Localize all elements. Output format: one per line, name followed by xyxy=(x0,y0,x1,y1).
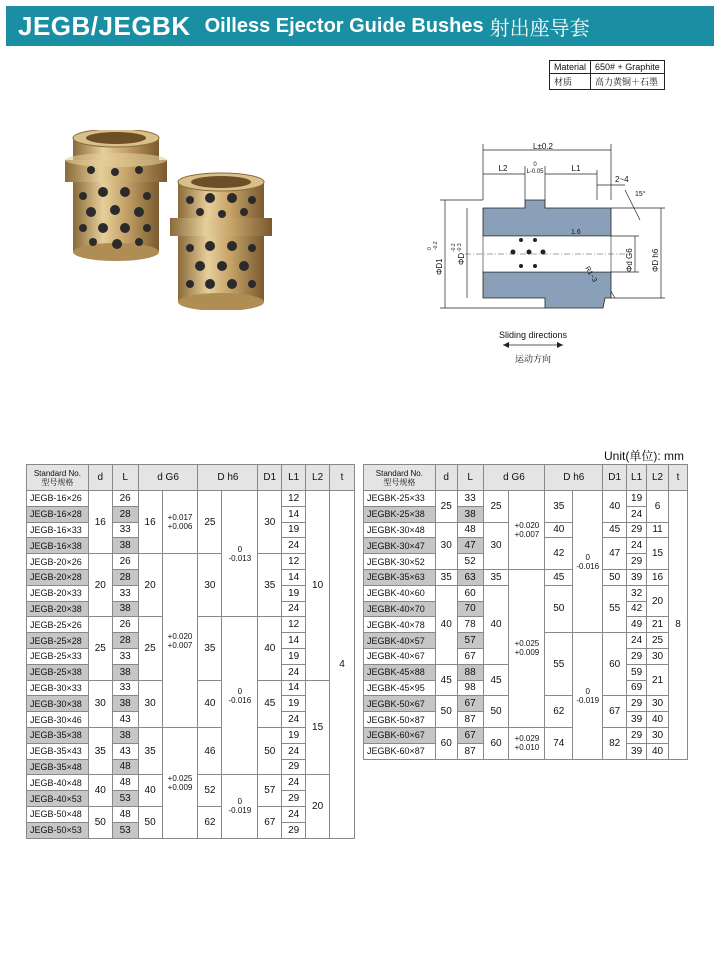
model-cell: JEGB-16×38 xyxy=(27,538,89,554)
L2-cell: 30 xyxy=(647,727,669,743)
L-cell: 53 xyxy=(112,822,138,838)
material-label-cn: 材质 xyxy=(550,74,591,90)
Dh6-cell: 40 xyxy=(198,680,222,727)
L2-cell: 20 xyxy=(647,585,669,617)
D1-cell: 57 xyxy=(258,775,282,807)
model-cell: JEGB-25×33 xyxy=(27,648,89,664)
model-cell: JEGBK-45×95 xyxy=(364,680,436,696)
dG6-cell: 25 xyxy=(138,617,162,680)
L2-cell: 16 xyxy=(647,569,669,585)
L-cell: 38 xyxy=(112,664,138,680)
title-cn: 射出座导套 xyxy=(489,17,590,40)
L2-cell: 21 xyxy=(647,617,669,633)
Dh6-cell: 62 xyxy=(198,806,222,838)
col-D1: D1 xyxy=(603,465,627,491)
L1-cell: 39 xyxy=(627,743,647,759)
col-standard: Standard No. 型号规格 xyxy=(364,465,436,491)
model-cell: JEGBK-25×33 xyxy=(364,491,436,507)
L1-cell: 39 xyxy=(627,569,647,585)
L-cell: 70 xyxy=(457,601,483,617)
d-cell: 40 xyxy=(435,585,457,664)
Dh6-tol-cell: 0 -0.019 xyxy=(222,775,258,838)
L2-cell: 21 xyxy=(647,664,669,696)
model-cell: JEGBK-40×70 xyxy=(364,601,436,617)
dG6-cell: 50 xyxy=(483,696,509,728)
L-cell: 57 xyxy=(457,633,483,649)
d-cell: 25 xyxy=(88,617,112,680)
model-cell: JEGB-35×43 xyxy=(27,743,89,759)
L1-cell: 19 xyxy=(282,585,306,601)
dG6-cell: 40 xyxy=(138,775,162,807)
bush-right-icon xyxy=(170,173,272,310)
dim-chamfer: 2~4 xyxy=(615,175,629,184)
L1-cell: 24 xyxy=(282,538,306,554)
col-L2: L2 xyxy=(647,465,669,491)
model-cell: JEGB-50×48 xyxy=(27,806,89,822)
D1-cell: 67 xyxy=(603,696,627,728)
col-L: L xyxy=(112,465,138,491)
d-cell: 30 xyxy=(88,680,112,727)
model-cell: JEGBK-50×87 xyxy=(364,712,436,728)
dG6-cell: 16 xyxy=(138,491,162,554)
L-cell: 87 xyxy=(457,743,483,759)
model-cell: JEGB-50×53 xyxy=(27,822,89,838)
col-d: d xyxy=(88,465,112,491)
t-cell: 4 xyxy=(330,491,355,839)
d-cell: 16 xyxy=(88,491,112,554)
col-Dh6: D h6 xyxy=(545,465,603,491)
dG6-tol-cell: +0.017 +0.006 xyxy=(162,491,198,554)
L1-cell: 29 xyxy=(282,822,306,838)
L2-cell: 30 xyxy=(647,648,669,664)
sliding-cn: 运动方向 xyxy=(514,354,552,364)
D1-cell: 35 xyxy=(258,554,282,617)
L1-cell: 29 xyxy=(627,696,647,712)
model-cell: JEGB-16×26 xyxy=(27,491,89,507)
D1-cell: 47 xyxy=(603,538,627,570)
L-cell: 52 xyxy=(457,554,483,570)
L-cell: 33 xyxy=(112,522,138,538)
dG6-cell: 50 xyxy=(138,806,162,838)
product-code: JEGB/JEGBK xyxy=(18,10,191,41)
model-cell: JEGB-20×33 xyxy=(27,585,89,601)
model-cell: JEGB-20×28 xyxy=(27,569,89,585)
dim-radius: R1~3 xyxy=(583,265,598,284)
model-cell: JEGBK-60×87 xyxy=(364,743,436,759)
Dh6-tol-cell: 0 -0.016 xyxy=(222,617,258,775)
L1-cell: 42 xyxy=(627,601,647,617)
Dh6-tol-cell: 0 -0.013 xyxy=(222,491,258,617)
model-cell: JEGBK-45×88 xyxy=(364,664,436,680)
L-cell: 48 xyxy=(457,522,483,538)
model-cell: JEGB-35×38 xyxy=(27,727,89,743)
L1-cell: 24 xyxy=(282,806,306,822)
model-cell: JEGB-25×38 xyxy=(27,664,89,680)
Dh6-cell: 62 xyxy=(545,696,573,728)
L1-cell: 69 xyxy=(627,680,647,696)
model-cell: JEGBK-50×67 xyxy=(364,696,436,712)
dim-D1-tol-top: 0 xyxy=(427,247,433,250)
col-L2: L2 xyxy=(306,465,330,491)
L1-cell: 19 xyxy=(282,696,306,712)
L1-cell: 29 xyxy=(627,522,647,538)
L1-cell: 24 xyxy=(627,538,647,554)
dG6-cell: 35 xyxy=(483,569,509,585)
L1-cell: 24 xyxy=(282,775,306,791)
title-en: Oilless Ejector Guide Bushes xyxy=(204,14,484,37)
L-cell: 63 xyxy=(457,569,483,585)
col-dG6: d G6 xyxy=(483,465,545,491)
L1-cell: 24 xyxy=(282,601,306,617)
Dh6-cell: 42 xyxy=(545,538,573,570)
Dh6-tol-cell: 0 -0.019 xyxy=(573,633,603,759)
page-header xyxy=(6,6,714,46)
L-cell: 60 xyxy=(457,585,483,601)
L-cell: 47 xyxy=(457,538,483,554)
Dh6-cell: 45 xyxy=(545,569,573,585)
D1-cell: 67 xyxy=(258,806,282,838)
bush-left-icon xyxy=(65,130,167,261)
model-cell: JEGB-40×48 xyxy=(27,775,89,791)
L2-cell: 20 xyxy=(306,775,330,838)
L2-cell: 6 xyxy=(647,491,669,523)
L-cell: 33 xyxy=(457,491,483,507)
col-L1: L1 xyxy=(282,465,306,491)
dG6-tol-cell: +0.020 +0.007 xyxy=(509,491,545,570)
material-table xyxy=(549,60,665,90)
L-cell: 38 xyxy=(112,727,138,743)
col-t: t xyxy=(669,465,688,491)
D1-cell: 45 xyxy=(603,522,627,538)
model-cell: JEGB-30×46 xyxy=(27,712,89,728)
table-row xyxy=(364,727,688,743)
model-cell: JEGB-25×28 xyxy=(27,633,89,649)
dG6-tol-cell: +0.029 +0.010 xyxy=(509,727,545,759)
Dh6-cell: 40 xyxy=(545,522,573,538)
L-cell: 67 xyxy=(457,696,483,712)
L-cell: 26 xyxy=(112,491,138,507)
dG6-cell: 20 xyxy=(138,554,162,617)
d-cell: 35 xyxy=(88,727,112,774)
L2-cell: 25 xyxy=(647,633,669,649)
model-cell: JEGB-30×33 xyxy=(27,680,89,696)
dim-L: L±0.2 xyxy=(533,142,553,151)
dim-D1: ΦD1 xyxy=(435,258,444,275)
dim-rough: 1.6 xyxy=(571,229,581,236)
dim-L2: L2 xyxy=(498,164,508,173)
L-cell: 87 xyxy=(457,712,483,728)
dim-zero: 0 xyxy=(533,162,537,168)
Dh6-cell: 74 xyxy=(545,727,573,759)
L-cell: 48 xyxy=(112,775,138,791)
Dh6-cell: 35 xyxy=(198,617,222,680)
dim-tol-l: L-0.05 xyxy=(526,169,544,175)
L1-cell: 49 xyxy=(627,617,647,633)
model-cell: JEGBK-60×67 xyxy=(364,727,436,743)
L2-cell: 10 xyxy=(306,491,330,681)
material-label: Material xyxy=(550,61,591,74)
L-cell: 38 xyxy=(457,506,483,522)
model-cell: JEGB-35×48 xyxy=(27,759,89,775)
material-value-cn: 高力黄铜＋石墨 xyxy=(591,74,665,90)
L2-cell: 40 xyxy=(647,743,669,759)
model-cell: JEGBK-25×38 xyxy=(364,506,436,522)
L1-cell: 59 xyxy=(627,664,647,680)
Dh6-cell: 50 xyxy=(545,585,573,632)
model-cell: JEGBK-30×48 xyxy=(364,522,436,538)
L1-cell: 32 xyxy=(627,585,647,601)
L1-cell: 19 xyxy=(282,727,306,743)
L-cell: 33 xyxy=(112,680,138,696)
dG6-cell: 30 xyxy=(483,522,509,569)
model-cell: JEGBK-40×67 xyxy=(364,648,436,664)
dim-D-tol-top: -0.2 xyxy=(451,243,457,252)
L1-cell: 12 xyxy=(282,554,306,570)
Dh6-cell: 55 xyxy=(545,633,573,696)
d-cell: 60 xyxy=(435,727,457,759)
L1-cell: 29 xyxy=(627,727,647,743)
Dh6-cell: 46 xyxy=(198,727,222,774)
L-cell: 33 xyxy=(112,648,138,664)
L1-cell: 14 xyxy=(282,680,306,696)
L1-cell: 24 xyxy=(282,664,306,680)
dG6-cell: 60 xyxy=(483,727,509,759)
L1-cell: 24 xyxy=(282,712,306,728)
table-row xyxy=(27,554,355,570)
technical-drawing xyxy=(425,140,695,375)
L1-cell: 14 xyxy=(282,633,306,649)
L1-cell: 29 xyxy=(627,554,647,570)
dim-D-tol-bot: -0.3 xyxy=(457,243,463,252)
L1-cell: 19 xyxy=(282,648,306,664)
table-row xyxy=(27,491,355,507)
d-cell: 50 xyxy=(88,806,112,838)
model-cell: JEGBK-40×57 xyxy=(364,633,436,649)
model-cell: JEGBK-30×52 xyxy=(364,554,436,570)
L-cell: 67 xyxy=(457,648,483,664)
L-cell: 48 xyxy=(112,759,138,775)
model-cell: JEGB-20×38 xyxy=(27,601,89,617)
L1-cell: 29 xyxy=(282,759,306,775)
L-cell: 67 xyxy=(457,727,483,743)
D1-cell: 30 xyxy=(258,491,282,554)
L1-cell: 24 xyxy=(627,506,647,522)
dG6-tol-cell: +0.025 +0.009 xyxy=(509,569,545,727)
L-cell: 38 xyxy=(112,696,138,712)
model-cell: JEGBK-35×63 xyxy=(364,569,436,585)
d-cell: 50 xyxy=(435,696,457,728)
dG6-tol-cell: +0.020 +0.007 xyxy=(162,554,198,728)
col-t: t xyxy=(330,465,355,491)
model-cell: JEGB-16×28 xyxy=(27,506,89,522)
L-cell: 26 xyxy=(112,617,138,633)
Dh6-tol-cell: 0 -0.016 xyxy=(573,491,603,633)
d-cell: 20 xyxy=(88,554,112,617)
L-cell: 48 xyxy=(112,806,138,822)
L-cell: 28 xyxy=(112,569,138,585)
Dh6-cell: 30 xyxy=(198,554,222,617)
product-photo xyxy=(55,130,295,310)
dG6-cell: 40 xyxy=(483,585,509,664)
d-cell: 45 xyxy=(435,664,457,696)
dim-dG6: Φd G6 xyxy=(625,248,634,272)
L-cell: 38 xyxy=(112,538,138,554)
d-cell: 35 xyxy=(435,569,457,585)
D1-cell: 82 xyxy=(603,727,627,759)
L-cell: 43 xyxy=(112,743,138,759)
model-cell: JEGB-40×53 xyxy=(27,791,89,807)
L-cell: 53 xyxy=(112,791,138,807)
col-L1: L1 xyxy=(627,465,647,491)
table-row xyxy=(364,569,688,585)
dim-Dh6: ΦD h6 xyxy=(651,248,660,272)
model-cell: JEGBK-30×47 xyxy=(364,538,436,554)
dim-angle: 15° xyxy=(635,191,646,198)
L-cell: 43 xyxy=(112,712,138,728)
d-cell: 40 xyxy=(88,775,112,807)
L1-cell: 12 xyxy=(282,491,306,507)
L1-cell: 19 xyxy=(627,491,647,507)
L-cell: 26 xyxy=(112,554,138,570)
L-cell: 28 xyxy=(112,506,138,522)
D1-cell: 40 xyxy=(603,491,627,523)
spec-table-jegbk xyxy=(363,464,688,760)
Dh6-cell: 25 xyxy=(198,491,222,554)
dG6-cell: 35 xyxy=(138,727,162,774)
L2-cell: 40 xyxy=(647,712,669,728)
sliding-en: Sliding directions xyxy=(498,330,568,340)
col-d: d xyxy=(435,465,457,491)
table-row xyxy=(27,727,355,743)
Dh6-cell: 52 xyxy=(198,775,222,807)
model-cell: JEGBK-40×60 xyxy=(364,585,436,601)
D1-cell: 50 xyxy=(603,569,627,585)
D1-cell: 60 xyxy=(603,633,627,696)
model-cell: JEGB-16×33 xyxy=(27,522,89,538)
L-cell: 78 xyxy=(457,617,483,633)
col-standard: Standard No. 型号规格 xyxy=(27,465,89,491)
dG6-cell: 30 xyxy=(138,680,162,727)
L1-cell: 12 xyxy=(282,617,306,633)
L1-cell: 39 xyxy=(627,712,647,728)
L2-cell: 15 xyxy=(306,680,330,775)
L1-cell: 24 xyxy=(627,633,647,649)
L-cell: 33 xyxy=(112,585,138,601)
dim-L1: L1 xyxy=(571,164,581,173)
col-L: L xyxy=(457,465,483,491)
dim-D: ΦD xyxy=(457,252,466,265)
L-cell: 88 xyxy=(457,664,483,680)
D1-cell: 55 xyxy=(603,585,627,632)
dim-D1-tol-bot: -0.2 xyxy=(433,241,439,250)
model-cell: JEGB-20×26 xyxy=(27,554,89,570)
material-value: 650# + Graphite xyxy=(591,61,665,74)
model-cell: JEGB-30×38 xyxy=(27,696,89,712)
dG6-cell: 45 xyxy=(483,664,509,696)
L1-cell: 14 xyxy=(282,506,306,522)
dG6-tol-cell: +0.025 +0.009 xyxy=(162,727,198,838)
L1-cell: 14 xyxy=(282,569,306,585)
L-cell: 28 xyxy=(112,633,138,649)
L1-cell: 19 xyxy=(282,522,306,538)
spec-table-jegb xyxy=(26,464,355,839)
L2-cell: 11 xyxy=(647,522,669,538)
d-cell: 30 xyxy=(435,522,457,569)
L2-cell: 15 xyxy=(647,538,669,570)
L1-cell: 24 xyxy=(282,743,306,759)
D1-cell: 45 xyxy=(258,680,282,727)
unit-label: Unit(单位): mm xyxy=(604,449,684,463)
t-cell: 8 xyxy=(669,491,688,760)
L-cell: 98 xyxy=(457,680,483,696)
col-Dh6: D h6 xyxy=(198,465,258,491)
dG6-cell: 25 xyxy=(483,491,509,523)
L1-cell: 29 xyxy=(627,648,647,664)
d-cell: 25 xyxy=(435,491,457,523)
L2-cell: 30 xyxy=(647,696,669,712)
col-dG6: d G6 xyxy=(138,465,198,491)
model-cell: JEGBK-40×78 xyxy=(364,617,436,633)
col-D1: D1 xyxy=(258,465,282,491)
L1-cell: 29 xyxy=(282,791,306,807)
D1-cell: 40 xyxy=(258,617,282,680)
Dh6-cell: 35 xyxy=(545,491,573,523)
table-row xyxy=(364,491,688,507)
D1-cell: 50 xyxy=(258,727,282,774)
model-cell: JEGB-25×26 xyxy=(27,617,89,633)
L-cell: 38 xyxy=(112,601,138,617)
